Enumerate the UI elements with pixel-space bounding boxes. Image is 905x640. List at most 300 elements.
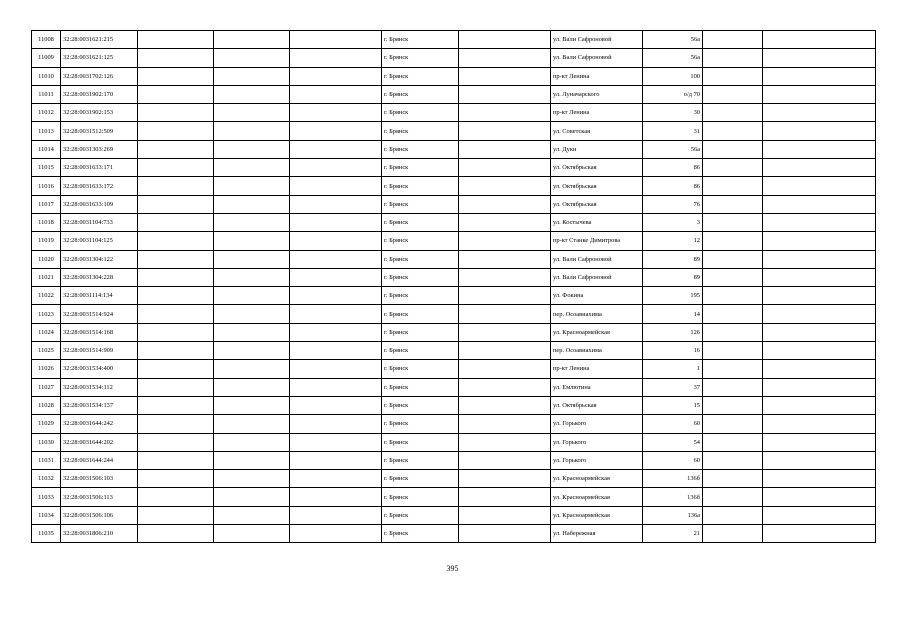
cell-blank-col-7 bbox=[459, 213, 551, 231]
cell-blank-col-3 bbox=[138, 378, 214, 396]
cell-blank-col-11 bbox=[763, 49, 876, 67]
cell-cadastral-number: 32:28:0031514:168 bbox=[61, 323, 138, 341]
cell-blank-col-7 bbox=[459, 268, 551, 286]
cell-street: ул. Набережная bbox=[551, 525, 643, 543]
cell-city: г. Брянск bbox=[382, 433, 459, 451]
cell-blank-col-10 bbox=[703, 360, 763, 378]
cell-city: г. Брянск bbox=[382, 378, 459, 396]
cell-row-number: 11027 bbox=[32, 378, 61, 396]
cell-row-number: 11035 bbox=[32, 525, 61, 543]
cell-street: ул. Красноармейская bbox=[551, 506, 643, 524]
cell-blank-col-5 bbox=[290, 470, 382, 488]
cell-cadastral-number: 32:28:0031514:924 bbox=[61, 305, 138, 323]
cell-blank-col-10 bbox=[703, 433, 763, 451]
cell-row-number: 11014 bbox=[32, 140, 61, 158]
cell-blank-col-5 bbox=[290, 506, 382, 524]
cell-row-number: 11016 bbox=[32, 177, 61, 195]
table-row bbox=[32, 85, 876, 103]
cell-blank-col-4 bbox=[214, 250, 290, 268]
cell-blank-col-10 bbox=[703, 488, 763, 506]
cell-house-number: 37 bbox=[643, 378, 703, 396]
cell-blank-col-3 bbox=[138, 433, 214, 451]
cell-blank-col-3 bbox=[138, 342, 214, 360]
cell-row-number: 11029 bbox=[32, 415, 61, 433]
cell-blank-col-5 bbox=[290, 177, 382, 195]
cell-city: г. Брянск bbox=[382, 104, 459, 122]
cell-row-number: 11019 bbox=[32, 232, 61, 250]
cell-blank-col-7 bbox=[459, 323, 551, 341]
page-number: 395 bbox=[446, 564, 459, 573]
cell-blank-col-7 bbox=[459, 396, 551, 414]
cell-blank-col-5 bbox=[290, 232, 382, 250]
cell-blank-col-4 bbox=[214, 85, 290, 103]
cell-blank-col-10 bbox=[703, 342, 763, 360]
cell-blank-col-11 bbox=[763, 342, 876, 360]
registry-table-body bbox=[32, 31, 876, 543]
cell-row-number: 11025 bbox=[32, 342, 61, 360]
cell-street: ул. Вали Сафроновой bbox=[551, 250, 643, 268]
cell-blank-col-7 bbox=[459, 305, 551, 323]
cell-blank-col-11 bbox=[763, 104, 876, 122]
cell-street: ул. Советская bbox=[551, 122, 643, 140]
cell-blank-col-5 bbox=[290, 159, 382, 177]
cell-house-number: 136б bbox=[643, 488, 703, 506]
cell-city: г. Брянск bbox=[382, 451, 459, 469]
cell-blank-col-5 bbox=[290, 268, 382, 286]
cell-blank-col-10 bbox=[703, 195, 763, 213]
cell-blank-col-3 bbox=[138, 159, 214, 177]
cell-city: г. Брянск bbox=[382, 525, 459, 543]
cell-blank-col-3 bbox=[138, 305, 214, 323]
cell-blank-col-5 bbox=[290, 433, 382, 451]
cell-cadastral-number: 32:28:0031104:733 bbox=[61, 213, 138, 231]
cell-house-number: 86 bbox=[643, 159, 703, 177]
cell-blank-col-5 bbox=[290, 85, 382, 103]
cell-blank-col-3 bbox=[138, 31, 214, 49]
cell-blank-col-3 bbox=[138, 268, 214, 286]
cell-blank-col-11 bbox=[763, 213, 876, 231]
cell-blank-col-4 bbox=[214, 213, 290, 231]
cell-blank-col-5 bbox=[290, 49, 382, 67]
cell-blank-col-10 bbox=[703, 305, 763, 323]
cell-blank-col-5 bbox=[290, 104, 382, 122]
cell-blank-col-11 bbox=[763, 433, 876, 451]
cell-row-number: 11032 bbox=[32, 470, 61, 488]
cell-cadastral-number: 32:28:0031806:210 bbox=[61, 525, 138, 543]
cell-blank-col-4 bbox=[214, 140, 290, 158]
cell-blank-col-11 bbox=[763, 85, 876, 103]
cell-street: ул. Горького bbox=[551, 451, 643, 469]
cell-blank-col-3 bbox=[138, 451, 214, 469]
cell-city: г. Брянск bbox=[382, 506, 459, 524]
cell-city: г. Брянск bbox=[382, 342, 459, 360]
cell-blank-col-7 bbox=[459, 85, 551, 103]
cell-blank-col-11 bbox=[763, 287, 876, 305]
cell-blank-col-5 bbox=[290, 360, 382, 378]
cell-street: ул. Емлютина bbox=[551, 378, 643, 396]
cell-blank-col-3 bbox=[138, 360, 214, 378]
table-row bbox=[32, 488, 876, 506]
cell-blank-col-10 bbox=[703, 159, 763, 177]
cell-blank-col-7 bbox=[459, 378, 551, 396]
cell-blank-col-11 bbox=[763, 177, 876, 195]
cell-street: ул. Октябрьская bbox=[551, 159, 643, 177]
cell-city: г. Брянск bbox=[382, 360, 459, 378]
cell-blank-col-7 bbox=[459, 250, 551, 268]
cell-city: г. Брянск bbox=[382, 415, 459, 433]
cell-city: г. Брянск bbox=[382, 250, 459, 268]
cell-blank-col-11 bbox=[763, 232, 876, 250]
cell-street: ул. Вали Сафроновой bbox=[551, 49, 643, 67]
cell-blank-col-10 bbox=[703, 67, 763, 85]
cell-house-number: 16 bbox=[643, 342, 703, 360]
cell-blank-col-5 bbox=[290, 488, 382, 506]
cell-row-number: 11034 bbox=[32, 506, 61, 524]
cell-street: пр-кт Ленина bbox=[551, 67, 643, 85]
cell-house-number: 3 bbox=[643, 213, 703, 231]
cell-house-number: 89 bbox=[643, 250, 703, 268]
cell-blank-col-7 bbox=[459, 451, 551, 469]
cell-house-number: 136а bbox=[643, 506, 703, 524]
cell-blank-col-4 bbox=[214, 415, 290, 433]
cell-row-number: 11021 bbox=[32, 268, 61, 286]
cell-row-number: 11023 bbox=[32, 305, 61, 323]
table-row bbox=[32, 323, 876, 341]
table-row bbox=[32, 159, 876, 177]
cell-blank-col-7 bbox=[459, 140, 551, 158]
cell-house-number: 14 bbox=[643, 305, 703, 323]
cell-blank-col-11 bbox=[763, 31, 876, 49]
cell-city: г. Брянск bbox=[382, 232, 459, 250]
cell-street: пр-кт Ленина bbox=[551, 104, 643, 122]
cell-blank-col-10 bbox=[703, 506, 763, 524]
table-row bbox=[32, 213, 876, 231]
cell-blank-col-5 bbox=[290, 213, 382, 231]
cell-cadastral-number: 32:28:0031633:172 bbox=[61, 177, 138, 195]
cell-cadastral-number: 32:28:0031702:126 bbox=[61, 67, 138, 85]
cell-blank-col-5 bbox=[290, 140, 382, 158]
cell-blank-col-4 bbox=[214, 342, 290, 360]
cell-house-number: 195 bbox=[643, 287, 703, 305]
table-row bbox=[32, 250, 876, 268]
cell-house-number: 76 bbox=[643, 195, 703, 213]
cell-blank-col-11 bbox=[763, 67, 876, 85]
cell-row-number: 11020 bbox=[32, 250, 61, 268]
cell-blank-col-10 bbox=[703, 396, 763, 414]
cell-blank-col-7 bbox=[459, 488, 551, 506]
cell-blank-col-7 bbox=[459, 104, 551, 122]
cell-cadastral-number: 32:28:0031633:109 bbox=[61, 195, 138, 213]
cell-city: г. Брянск bbox=[382, 159, 459, 177]
cell-house-number: 60 bbox=[643, 451, 703, 469]
cell-house-number: 56а bbox=[643, 140, 703, 158]
table-row bbox=[32, 104, 876, 122]
table-row bbox=[32, 232, 876, 250]
cell-blank-col-7 bbox=[459, 31, 551, 49]
cell-blank-col-10 bbox=[703, 378, 763, 396]
cell-blank-col-11 bbox=[763, 140, 876, 158]
cell-blank-col-11 bbox=[763, 250, 876, 268]
cell-blank-col-11 bbox=[763, 415, 876, 433]
cell-city: г. Брянск bbox=[382, 85, 459, 103]
cell-blank-col-5 bbox=[290, 305, 382, 323]
cell-row-number: 11028 bbox=[32, 396, 61, 414]
cell-blank-col-10 bbox=[703, 49, 763, 67]
cell-row-number: 11009 bbox=[32, 49, 61, 67]
cell-street: ул. Дуки bbox=[551, 140, 643, 158]
cell-house-number: 86 bbox=[643, 177, 703, 195]
cell-blank-col-4 bbox=[214, 104, 290, 122]
cell-blank-col-11 bbox=[763, 195, 876, 213]
cell-blank-col-11 bbox=[763, 488, 876, 506]
cell-blank-col-11 bbox=[763, 122, 876, 140]
table-row bbox=[32, 360, 876, 378]
cell-row-number: 11030 bbox=[32, 433, 61, 451]
cell-cadastral-number: 32:28:0031104:125 bbox=[61, 232, 138, 250]
cell-row-number: 11013 bbox=[32, 122, 61, 140]
cell-blank-col-3 bbox=[138, 195, 214, 213]
cell-blank-col-10 bbox=[703, 470, 763, 488]
cell-blank-col-5 bbox=[290, 378, 382, 396]
cell-house-number: 21 bbox=[643, 525, 703, 543]
table-row bbox=[32, 305, 876, 323]
cell-street: пер. Осоавиахима bbox=[551, 305, 643, 323]
cell-row-number: 11010 bbox=[32, 67, 61, 85]
cell-city: г. Брянск bbox=[382, 122, 459, 140]
table-row bbox=[32, 433, 876, 451]
cell-blank-col-4 bbox=[214, 31, 290, 49]
cell-house-number: 100 bbox=[643, 67, 703, 85]
cell-blank-col-3 bbox=[138, 232, 214, 250]
cell-street: ул. Горького bbox=[551, 433, 643, 451]
cell-city: г. Брянск bbox=[382, 323, 459, 341]
cell-blank-col-3 bbox=[138, 470, 214, 488]
cell-blank-col-7 bbox=[459, 342, 551, 360]
cell-street: ул. Луначарского bbox=[551, 85, 643, 103]
cell-cadastral-number: 32:28:0031902:153 bbox=[61, 104, 138, 122]
cell-blank-col-4 bbox=[214, 232, 290, 250]
cell-blank-col-5 bbox=[290, 195, 382, 213]
cell-cadastral-number: 32:28:0031506:113 bbox=[61, 488, 138, 506]
cell-city: г. Брянск bbox=[382, 67, 459, 85]
cell-street: ул. Октябрьская bbox=[551, 177, 643, 195]
cell-cadastral-number: 32:28:0031514:909 bbox=[61, 342, 138, 360]
cell-cadastral-number: 32:28:0031633:171 bbox=[61, 159, 138, 177]
table-row bbox=[32, 287, 876, 305]
cell-blank-col-3 bbox=[138, 396, 214, 414]
cell-blank-col-7 bbox=[459, 360, 551, 378]
cell-row-number: 11015 bbox=[32, 159, 61, 177]
table-row bbox=[32, 122, 876, 140]
cell-blank-col-4 bbox=[214, 433, 290, 451]
cell-street: ул. Красноармейская bbox=[551, 488, 643, 506]
table-row bbox=[32, 396, 876, 414]
cell-city: г. Брянск bbox=[382, 49, 459, 67]
cell-house-number: 31 bbox=[643, 122, 703, 140]
cell-blank-col-3 bbox=[138, 287, 214, 305]
cell-blank-col-11 bbox=[763, 396, 876, 414]
cell-cadastral-number: 32:28:0031506:106 bbox=[61, 506, 138, 524]
cell-blank-col-5 bbox=[290, 323, 382, 341]
cell-blank-col-11 bbox=[763, 525, 876, 543]
cell-house-number: 126 bbox=[643, 323, 703, 341]
cell-house-number: 1 bbox=[643, 360, 703, 378]
cell-row-number: 11033 bbox=[32, 488, 61, 506]
cell-house-number: 12 bbox=[643, 232, 703, 250]
cell-blank-col-10 bbox=[703, 31, 763, 49]
cell-blank-col-4 bbox=[214, 67, 290, 85]
cell-blank-col-5 bbox=[290, 67, 382, 85]
cell-row-number: 11022 bbox=[32, 287, 61, 305]
cell-house-number: 56а bbox=[643, 49, 703, 67]
cell-cadastral-number: 32:28:0031534:112 bbox=[61, 378, 138, 396]
property-registry-table bbox=[31, 30, 876, 543]
cell-blank-col-4 bbox=[214, 49, 290, 67]
cell-blank-col-5 bbox=[290, 250, 382, 268]
cell-street: пр-кт Ленина bbox=[551, 360, 643, 378]
cell-blank-col-3 bbox=[138, 177, 214, 195]
cell-blank-col-4 bbox=[214, 195, 290, 213]
cell-house-number: 89 bbox=[643, 268, 703, 286]
cell-street: ул. Вали Сафроновой bbox=[551, 31, 643, 49]
cell-street: ул. Фокина bbox=[551, 287, 643, 305]
cell-blank-col-4 bbox=[214, 378, 290, 396]
cell-blank-col-3 bbox=[138, 85, 214, 103]
cell-blank-col-7 bbox=[459, 506, 551, 524]
cell-blank-col-3 bbox=[138, 67, 214, 85]
cell-blank-col-10 bbox=[703, 85, 763, 103]
cell-blank-col-4 bbox=[214, 323, 290, 341]
cell-blank-col-10 bbox=[703, 213, 763, 231]
cell-blank-col-5 bbox=[290, 122, 382, 140]
cell-blank-col-11 bbox=[763, 470, 876, 488]
cell-blank-col-5 bbox=[290, 415, 382, 433]
cell-row-number: 11011 bbox=[32, 85, 61, 103]
cell-blank-col-4 bbox=[214, 396, 290, 414]
cell-blank-col-7 bbox=[459, 122, 551, 140]
cell-blank-col-10 bbox=[703, 122, 763, 140]
cell-blank-col-10 bbox=[703, 250, 763, 268]
cell-cadastral-number: 32:28:0031644:242 bbox=[61, 415, 138, 433]
cell-blank-col-5 bbox=[290, 31, 382, 49]
cell-house-number: 15 bbox=[643, 396, 703, 414]
table-row bbox=[32, 470, 876, 488]
cell-street: ул. Костычева bbox=[551, 213, 643, 231]
cell-cadastral-number: 32:28:0031902:170 bbox=[61, 85, 138, 103]
cell-blank-col-10 bbox=[703, 287, 763, 305]
cell-blank-col-10 bbox=[703, 140, 763, 158]
cell-cadastral-number: 32:28:0031114:134 bbox=[61, 287, 138, 305]
cell-row-number: 11017 bbox=[32, 195, 61, 213]
cell-blank-col-10 bbox=[703, 323, 763, 341]
cell-house-number: о/д 70 bbox=[643, 85, 703, 103]
cell-blank-col-10 bbox=[703, 415, 763, 433]
cell-cadastral-number: 32:28:0031304:228 bbox=[61, 268, 138, 286]
cell-cadastral-number: 32:28:0031506:103 bbox=[61, 470, 138, 488]
cell-blank-col-7 bbox=[459, 433, 551, 451]
cell-city: г. Брянск bbox=[382, 140, 459, 158]
cell-street: ул. Вали Сафроновой bbox=[551, 268, 643, 286]
cell-blank-col-3 bbox=[138, 49, 214, 67]
cell-street: пер. Осоавиахима bbox=[551, 342, 643, 360]
cell-blank-col-11 bbox=[763, 506, 876, 524]
cell-blank-col-7 bbox=[459, 49, 551, 67]
cell-blank-col-3 bbox=[138, 140, 214, 158]
cell-blank-col-11 bbox=[763, 323, 876, 341]
table-row bbox=[32, 378, 876, 396]
cell-blank-col-4 bbox=[214, 305, 290, 323]
cell-blank-col-5 bbox=[290, 342, 382, 360]
cell-blank-col-7 bbox=[459, 159, 551, 177]
cell-blank-col-7 bbox=[459, 195, 551, 213]
cell-house-number: 136б bbox=[643, 470, 703, 488]
cell-blank-col-3 bbox=[138, 104, 214, 122]
cell-city: г. Брянск bbox=[382, 396, 459, 414]
table-row bbox=[32, 31, 876, 49]
cell-blank-col-11 bbox=[763, 451, 876, 469]
table-row bbox=[32, 506, 876, 524]
cell-cadastral-number: 32:28:0031644:202 bbox=[61, 433, 138, 451]
cell-cadastral-number: 32:28:0031621:215 bbox=[61, 31, 138, 49]
cell-house-number: 60 bbox=[643, 415, 703, 433]
cell-city: г. Брянск bbox=[382, 305, 459, 323]
cell-row-number: 11024 bbox=[32, 323, 61, 341]
cell-city: г. Брянск bbox=[382, 177, 459, 195]
cell-blank-col-4 bbox=[214, 159, 290, 177]
cell-blank-col-11 bbox=[763, 268, 876, 286]
cell-blank-col-4 bbox=[214, 470, 290, 488]
cell-street: ул. Красноармейская bbox=[551, 323, 643, 341]
cell-blank-col-3 bbox=[138, 213, 214, 231]
cell-city: г. Брянск bbox=[382, 488, 459, 506]
cell-blank-col-7 bbox=[459, 232, 551, 250]
cell-row-number: 11012 bbox=[32, 104, 61, 122]
cell-blank-col-7 bbox=[459, 470, 551, 488]
table-row bbox=[32, 140, 876, 158]
cell-blank-col-4 bbox=[214, 360, 290, 378]
cell-blank-col-11 bbox=[763, 305, 876, 323]
cell-street: пр-кт Станке Димитрова bbox=[551, 232, 643, 250]
cell-cadastral-number: 32:28:0031534:400 bbox=[61, 360, 138, 378]
table-row bbox=[32, 525, 876, 543]
cell-blank-col-3 bbox=[138, 323, 214, 341]
cell-blank-col-5 bbox=[290, 287, 382, 305]
cell-street: ул. Красноармейская bbox=[551, 470, 643, 488]
cell-blank-col-11 bbox=[763, 378, 876, 396]
cell-blank-col-7 bbox=[459, 177, 551, 195]
cell-blank-col-10 bbox=[703, 268, 763, 286]
cell-blank-col-4 bbox=[214, 488, 290, 506]
cell-blank-col-4 bbox=[214, 122, 290, 140]
table-row bbox=[32, 49, 876, 67]
cell-blank-col-10 bbox=[703, 177, 763, 195]
cell-cadastral-number: 32:28:0031512:509 bbox=[61, 122, 138, 140]
table-row bbox=[32, 177, 876, 195]
cell-blank-col-11 bbox=[763, 360, 876, 378]
cell-house-number: 56а bbox=[643, 31, 703, 49]
cell-blank-col-4 bbox=[214, 177, 290, 195]
cell-blank-col-5 bbox=[290, 525, 382, 543]
cell-blank-col-4 bbox=[214, 268, 290, 286]
cell-cadastral-number: 32:28:0031644:244 bbox=[61, 451, 138, 469]
cell-blank-col-4 bbox=[214, 287, 290, 305]
cell-blank-col-5 bbox=[290, 451, 382, 469]
cell-city: г. Брянск bbox=[382, 31, 459, 49]
cell-blank-col-11 bbox=[763, 159, 876, 177]
table-row bbox=[32, 268, 876, 286]
cell-blank-col-4 bbox=[214, 506, 290, 524]
cell-blank-col-7 bbox=[459, 67, 551, 85]
